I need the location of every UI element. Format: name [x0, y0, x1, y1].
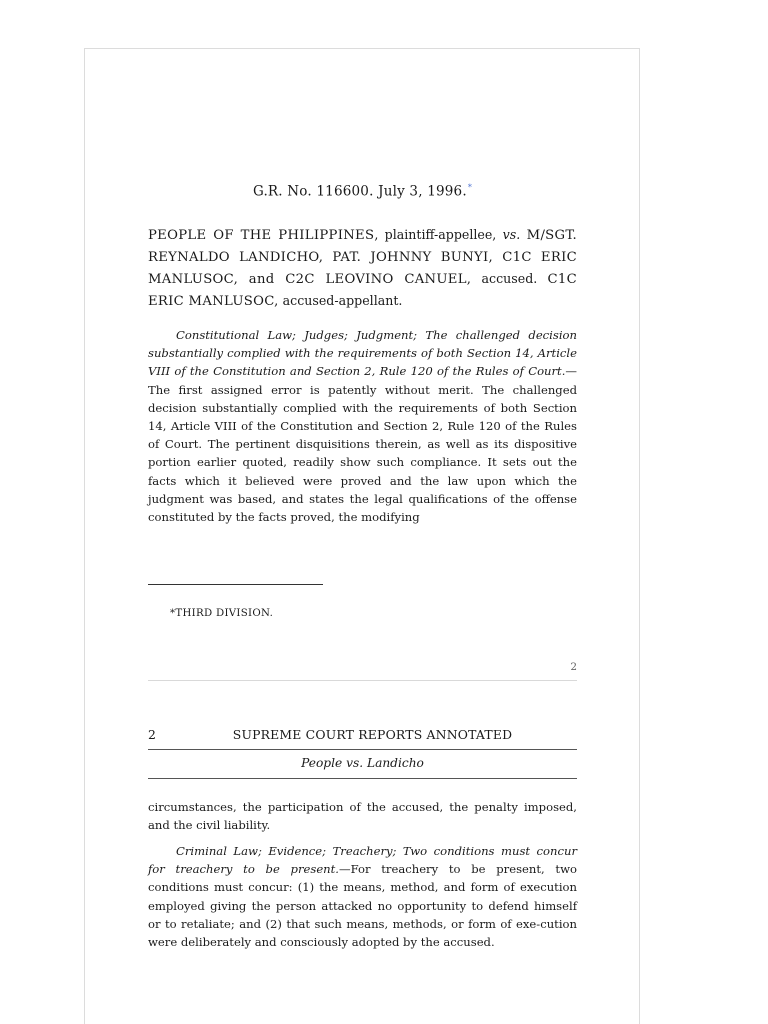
accused-role: accused. [471, 271, 548, 286]
accused-names: M/SGT. REYNALDO LANDICHO, PAT. JOHNNY BUNYI, C1C ERIC MANLUSOC, and C2C LEOVINO CANUEL, [148, 228, 578, 287]
plaintiff-role: , plaintiff-appellee, [374, 227, 503, 242]
running-head [148, 727, 577, 747]
syllabus-paragraph-2 [148, 842, 577, 951]
page-break-divider [148, 680, 577, 681]
case-parties [148, 224, 577, 312]
syllabus-1-text: —The first assigned error is patently without merit. The challenged decision substantially complied with the requirements of both Section 14, Article VIII of the Constitution and Section 2, Rule 120 of the Rules of Court. The pertinent disquisitions therein, as well as its dispositive portion earlier quoted, readily show such compliance. It sets out the facts which it believed were proved and the law upon which the judgment was based, and states the legal qualifications of the offense constituted by the facts proved, the modifying [148, 364, 577, 525]
header-rule-bottom [148, 778, 577, 779]
header-rule-top [148, 749, 577, 750]
page-number: 2 [570, 661, 577, 673]
footnote: *THIRD DIVISION. [170, 608, 274, 619]
syllabus-2-heading: Criminal Law; Evidence; Treachery; Two conditions must concur for treachery to be present. [148, 844, 577, 877]
appellant-name: C1C ERIC MANLUSOC, [148, 272, 577, 309]
case-header [148, 183, 577, 200]
footnote-link[interactable]: * [467, 183, 473, 192]
syllabus-paragraph-1 [148, 326, 577, 526]
syllabus-1-heading: Constitutional Law; Judges; Judgment; The challenged decision substantially complied with the requirements of both Section 14, Article VIII of the Constitution and Section 2, Rule 120 of the Rules of Court. [148, 328, 577, 379]
plaintiff-name: PEOPLE OF THE PHILIPPINES [148, 228, 375, 243]
running-head-page: 2 [148, 727, 157, 742]
appellant-role: accused-appellant. [278, 293, 403, 308]
syllabus-2-text: —For treachery to be present, two conditions must concur: (1) the means, method, and form of execution employed giving the person attacked no opportunity to defend himself or to retaliate; and (2) that such means, methods, or form of exe-cution were deliberately and consciously adopted by the accused. [148, 862, 577, 950]
continuation-paragraph: circumstances, the participation of the accused, the penalty imposed, and the civil liability. [148, 800, 577, 833]
footnote-separator [148, 584, 323, 585]
versus-label: vs. [502, 227, 521, 242]
case-subhead: People vs. Landicho [301, 756, 424, 770]
running-head-title: SUPREME COURT REPORTS ANNOTATED [232, 727, 513, 742]
case-number: G.R. No. 116600. July 3, 1996. [252, 183, 467, 200]
